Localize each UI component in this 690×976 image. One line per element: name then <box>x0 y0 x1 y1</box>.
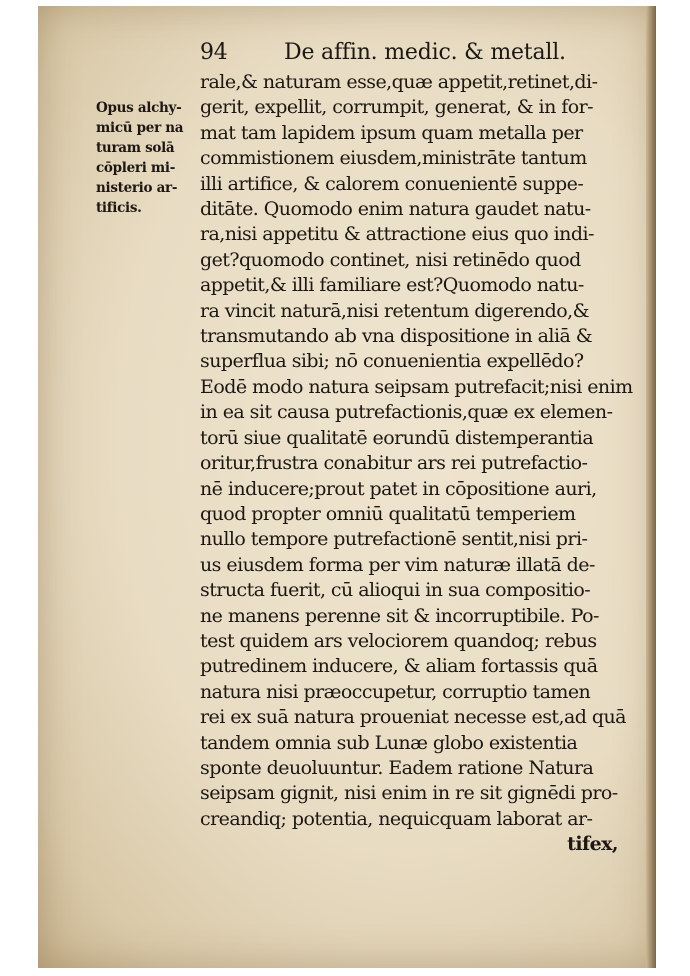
text-line: torū siue qualitatē eorundū distemperantia <box>200 426 594 449</box>
marginal-note-line: cōpleri mi- <box>96 160 176 176</box>
text-line: sponte deuoluuntur. Eadem ratione Natura <box>200 756 594 779</box>
text-line: tandem omnia sub Lunæ globo existentia <box>200 731 578 754</box>
text-line: ne manens perenne sit & incorruptibile. Po- <box>200 604 599 627</box>
text-line: transmutando ab vna dispositione in aliā & <box>200 325 593 348</box>
page-spine-shadow <box>646 6 656 968</box>
marginal-note-line: micū per na <box>96 120 184 136</box>
text-line: quod propter omniū qualitatū temperiem <box>200 502 576 525</box>
text-line: structa fuerit, cū alioqui in sua compositio- <box>200 579 591 602</box>
text-line: gerit, expellit, corrumpit, generat, & in for- <box>200 96 594 119</box>
text-line: test quidem ars velociorem quandoq; rebus <box>200 629 597 652</box>
marginal-note-line: nisterio ar- <box>96 180 178 196</box>
text-line: ra,nisi appetitu & attractione eius quo indi- <box>200 223 594 246</box>
page-number: 94 <box>200 40 228 65</box>
marginal-note <box>96 98 200 218</box>
text-line: appetit,& illi familiare est?Quomodo natu- <box>200 274 584 297</box>
book-page <box>38 6 656 968</box>
text-line: ditāte. Quomodo enim natura gaudet natu- <box>200 198 591 221</box>
text-line: putredinem inducere, & aliam fortassis quā <box>200 655 598 678</box>
catchword: tifex, <box>567 833 618 856</box>
text-line: Eodē modo natura seipsam putrefacit;nisi enim <box>200 375 633 398</box>
text-line: natura nisi præoccupetur, corruptio tamen <box>200 680 591 703</box>
text-line: get?quomodo continet, nisi retinēdo quod <box>200 248 581 271</box>
text-line: rale,& naturam esse,quæ appetit,retinet,di- <box>200 71 598 93</box>
body-text <box>200 70 633 858</box>
text-line: illi artifice, & calorem conuenientē suppe- <box>200 172 584 195</box>
text-line: nē inducere;prout patet in cōpositione auri, <box>200 477 597 500</box>
running-header <box>200 40 566 65</box>
text-line: superflua sibi; nō conuenientia expellēdo? <box>200 350 584 373</box>
text-line: rei ex suā natura proueniat necesse est,ad quā <box>200 706 626 729</box>
text-line: in ea sit causa putrefactionis,quæ ex elemen- <box>200 401 613 424</box>
text-line: ra vincit naturā,nisi retentum digerendo,& <box>200 299 589 322</box>
text-line: seipsam gignit, nisi enim in re sit gignēdi pro- <box>200 782 618 805</box>
marginal-note-line: Opus alchy- <box>96 100 182 116</box>
text-line: nullo tempore putrefactionē sentit,nisi pri- <box>200 528 588 551</box>
text-line: us eiusdem forma per vim naturæ illatā de- <box>200 553 595 576</box>
text-line: commistionem eiusdem,ministrāte tantum <box>200 147 587 170</box>
marginal-note-line: tificis. <box>96 200 142 216</box>
text-line: oritur,frustra conabitur ars rei putrefactio- <box>200 452 588 475</box>
marginal-note-line: turam solā <box>96 140 175 156</box>
text-line: creandiq; potentia, nequicquam laborat ar- <box>200 807 593 830</box>
text-line: mat tam lapidem ipsum quam metalla per <box>200 121 583 144</box>
running-title: De affin. medic. & metall. <box>284 40 566 65</box>
